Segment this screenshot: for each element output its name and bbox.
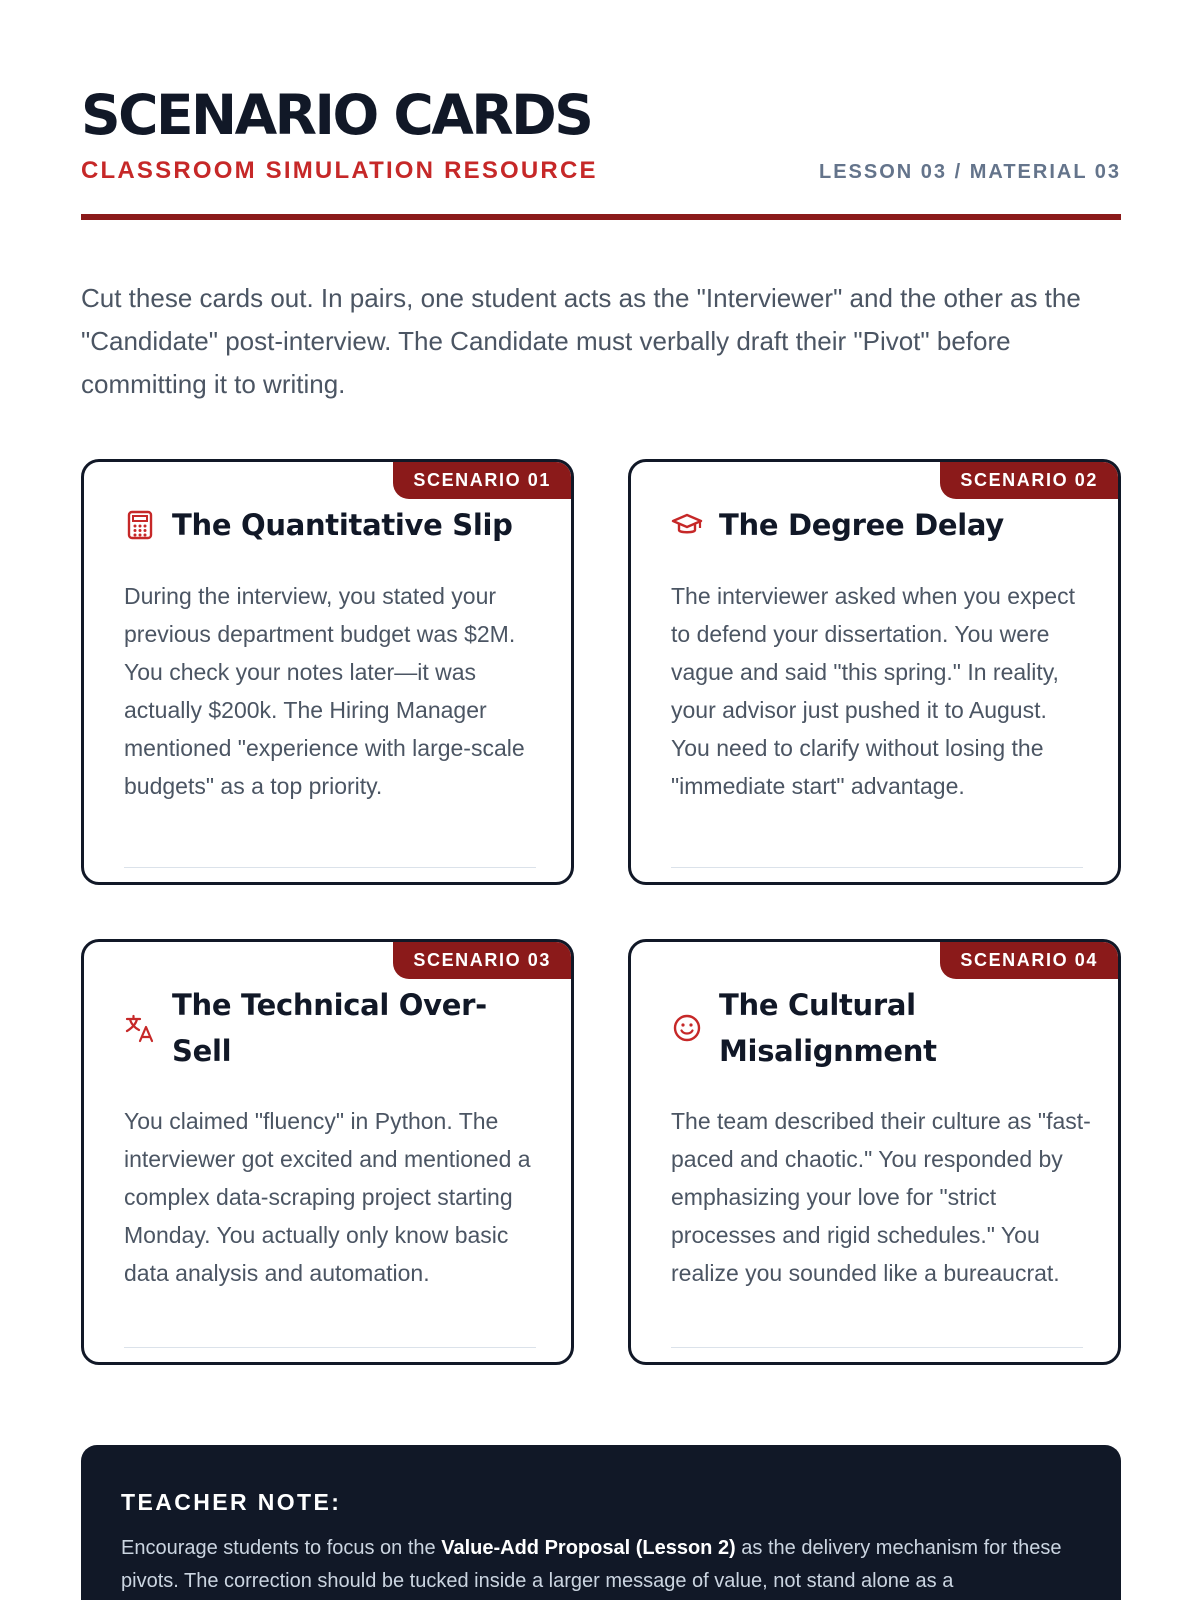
intro-paragraph: Cut these cards out. In pairs, one student acts as the "Interviewer" and the other as the "Candidate" post-interview. The Candidate must verbally draft their "Pivot" before committing it to writing. xyxy=(81,283,1081,399)
card-body: During the interview, you stated your previous department budget was $2M. You check your notes later—it was actually $200k. The Hiring Manager mentioned "experience with large-scale budgets" as a top priority. xyxy=(124,583,525,799)
page-title: SCENARIO CARDS xyxy=(81,83,592,147)
scenario-card-04 xyxy=(628,939,1121,1365)
card-header xyxy=(124,982,544,1074)
card-body: The interviewer asked when you expect to defend your dissertation. You were vague and said "this spring." In reality, your advisor just pushed it to August. You need to clarify without losing the "immediate start" advantage. xyxy=(671,583,1075,799)
card-body: The team described their culture as "fast-paced and chaotic." You responded by emphasizing your love for "strict processes and rigid schedules." You realize you sounded like a bureaucrat. xyxy=(671,1108,1091,1286)
scenario-tag: SCENARIO 01 xyxy=(393,462,571,499)
scenario-card-02 xyxy=(628,459,1121,885)
card-header xyxy=(671,502,1091,548)
page-header xyxy=(81,84,1121,146)
teacher-note-text xyxy=(121,1532,1081,1598)
scenario-tag: SCENARIO 03 xyxy=(393,942,571,979)
card-title: The Cultural Misalignment xyxy=(719,988,937,1068)
note-text-before: Encourage students to focus on the xyxy=(121,1537,442,1559)
teacher-note xyxy=(81,1445,1121,1600)
note-text-after: as the delivery mechanism for these pivots. The correction should be tucked inside a larger message of value, not stand alone as a xyxy=(121,1537,1062,1592)
card-divider xyxy=(671,867,1083,868)
scenario-card-01 xyxy=(81,459,574,885)
card-header xyxy=(124,502,544,548)
lesson-label: LESSON 03 / MATERIAL 03 xyxy=(819,161,1121,183)
calculator-icon xyxy=(124,509,156,541)
card-divider xyxy=(671,1347,1083,1348)
card-body: You claimed "fluency" in Python. The interviewer got excited and mentioned a complex data-scraping project starting Monday. You actually only know basic data analysis and automation. xyxy=(124,1108,531,1286)
smiley-icon xyxy=(671,1012,703,1044)
card-title: The Technical Over-Sell xyxy=(172,988,487,1068)
card-divider xyxy=(124,867,536,868)
teacher-note-title: TEACHER NOTE: xyxy=(121,1489,342,1515)
translate-icon xyxy=(124,1012,156,1044)
header-divider xyxy=(81,214,1121,220)
page-subtitle: CLASSROOM SIMULATION RESOURCE xyxy=(81,157,598,184)
subtitle-row xyxy=(81,157,1121,187)
scenario-tag: SCENARIO 04 xyxy=(940,942,1118,979)
card-title: The Quantitative Slip xyxy=(172,508,513,542)
graduation-cap-icon xyxy=(671,509,703,541)
note-text-bold: Value-Add Proposal (Lesson 2) xyxy=(441,1537,736,1559)
card-divider xyxy=(124,1347,536,1348)
card-header xyxy=(671,982,1091,1074)
scenario-card-03 xyxy=(81,939,574,1365)
card-title: The Degree Delay xyxy=(719,508,1004,542)
scenario-tag: SCENARIO 02 xyxy=(940,462,1118,499)
